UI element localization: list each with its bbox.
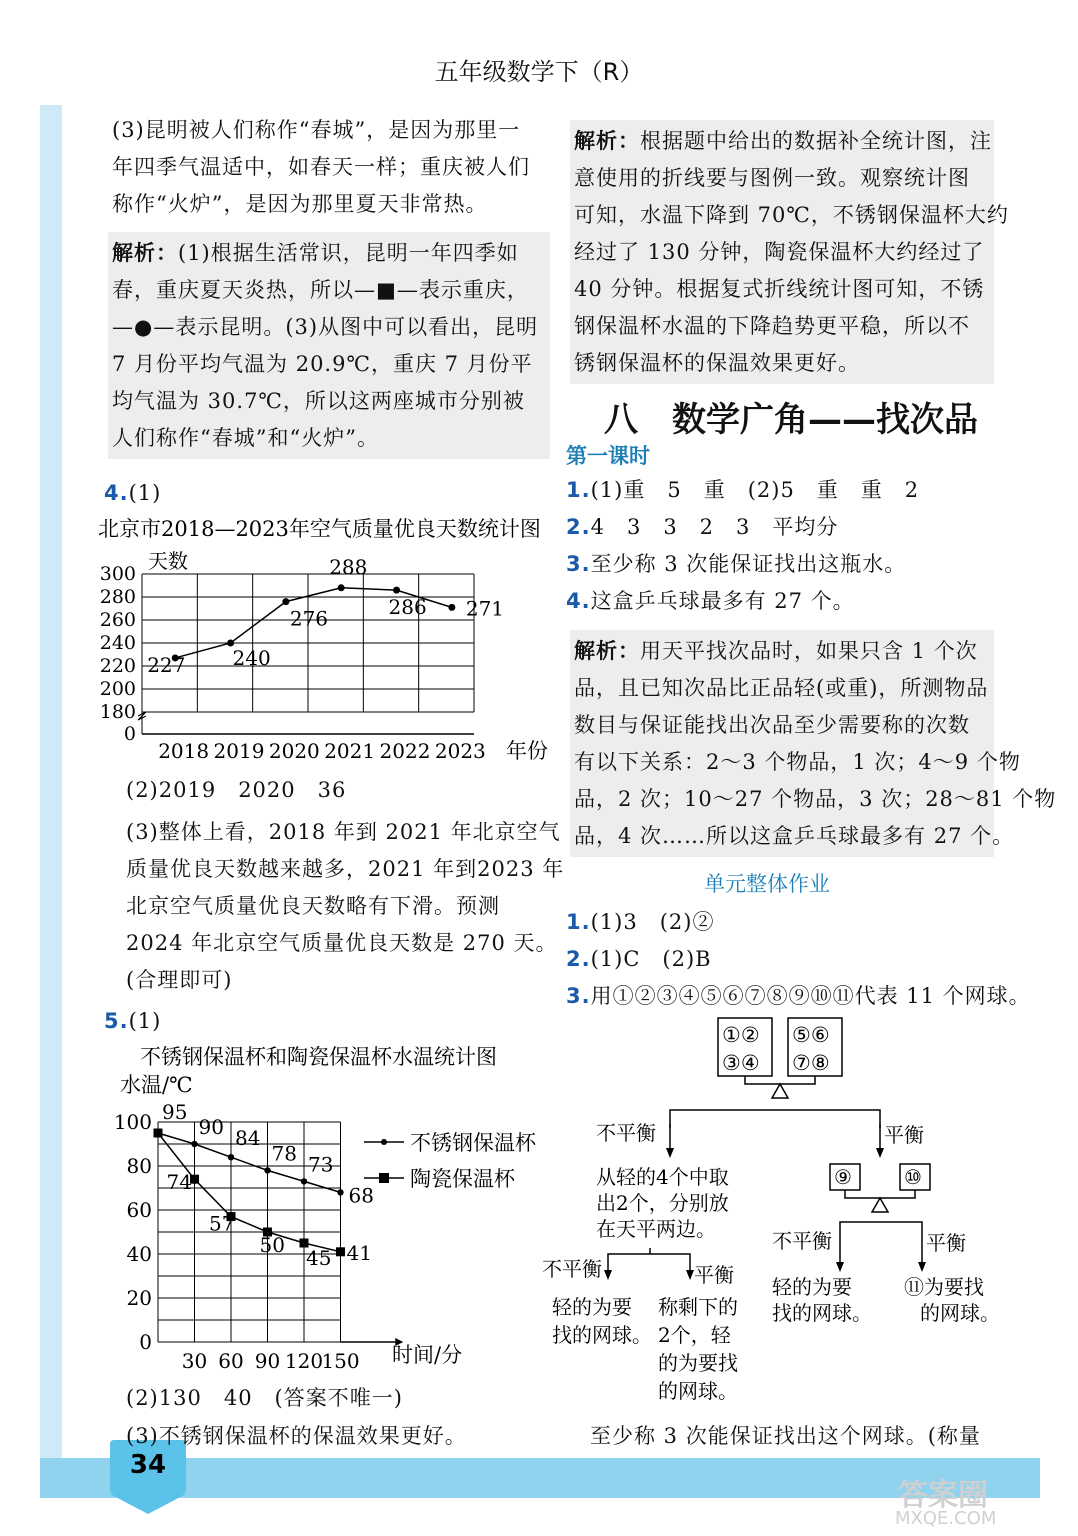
arrow-head-icon bbox=[918, 1262, 926, 1272]
answer-text: 用①②③④⑤⑥⑦⑧⑨⑩⑪代表 11 个网球。 bbox=[590, 984, 1031, 1008]
analysis-box-1 bbox=[108, 232, 550, 459]
text-line: 品，且已知次品比正品轻(或重)，所测物品 bbox=[574, 676, 989, 700]
balanced-label: 平衡 bbox=[884, 1123, 924, 1147]
flow-text: ⑪为要找 bbox=[904, 1275, 984, 1299]
y-tick-label: 80 bbox=[126, 1154, 152, 1178]
data-label: 286 bbox=[388, 595, 427, 620]
answer-row bbox=[566, 583, 986, 620]
answer-text: (1)C (2)B bbox=[590, 947, 712, 971]
answer-row bbox=[566, 904, 986, 941]
text-line: 7 月份平均气温为 20.9℃，重庆 7 月份平 bbox=[112, 352, 533, 376]
flow-text: 的为要找 bbox=[658, 1351, 738, 1375]
data-label: 73 bbox=[308, 1152, 334, 1177]
lesson-title: 第一课时 bbox=[566, 444, 650, 468]
answer-number: 3. bbox=[566, 552, 591, 576]
text-line: 品，2 次；10～27 个物品，3 次；28～81 个物 bbox=[574, 787, 1057, 811]
text-line: 均气温为 30.7℃，所以这两座城市分别被 bbox=[112, 389, 525, 413]
answer-text: 这盒乒乓球最多有 27 个。 bbox=[590, 589, 855, 613]
q5-answer-3: (3)不锈钢保温杯的保温效果更好。 bbox=[126, 1424, 467, 1448]
text-line: 经过了 130 分钟，陶瓷保温杯大约经过了 bbox=[574, 240, 985, 264]
text-line: 40 分钟。根据复式折线统计图可知，不锈 bbox=[574, 277, 985, 301]
section-title: 八 数学广角——找次品 bbox=[604, 400, 978, 440]
data-point bbox=[282, 598, 289, 605]
branch-line bbox=[608, 1254, 690, 1274]
data-point bbox=[191, 1141, 197, 1147]
sub-label: (1) bbox=[128, 1009, 162, 1033]
y-tick-label: 0 bbox=[123, 723, 136, 745]
data-label: 78 bbox=[271, 1141, 297, 1166]
data-label: 271 bbox=[465, 596, 505, 621]
text-line: 质量优良天数越来越多，2021 年到2023 年 bbox=[126, 857, 565, 881]
data-label: 57 bbox=[209, 1211, 235, 1236]
y-tick-label: 180 bbox=[99, 701, 136, 723]
data-point bbox=[338, 584, 345, 591]
flow-text: 的网球。 bbox=[920, 1301, 1000, 1325]
flow-text: 找的网球。 bbox=[772, 1301, 872, 1325]
last-line: 至少称 3 次能保证找出这个网球。(称量 bbox=[590, 1424, 981, 1448]
y-tick-label: 0 bbox=[139, 1330, 152, 1354]
answer-text: (1)3 (2)② bbox=[590, 910, 715, 934]
arrow-head-icon bbox=[604, 1270, 612, 1280]
y-tick-label: 40 bbox=[126, 1242, 152, 1266]
arrow-head-icon bbox=[666, 1148, 674, 1158]
data-label: 95 bbox=[162, 1100, 188, 1124]
sub-label: (1) bbox=[128, 481, 162, 505]
arrow-head-icon bbox=[876, 1148, 884, 1158]
flow-text: 找的网球。 bbox=[552, 1323, 652, 1347]
y-axis-label: 天数 bbox=[148, 549, 188, 573]
y-tick-label: 300 bbox=[99, 563, 136, 585]
analysis-label: 解析： bbox=[574, 638, 640, 663]
answer-number: 1. bbox=[566, 478, 591, 502]
answer-number: 2. bbox=[566, 947, 591, 971]
answer-number: 3. bbox=[566, 984, 591, 1008]
data-point bbox=[337, 1189, 343, 1195]
y-tick-label: 280 bbox=[99, 586, 136, 608]
text-line: 2024 年北京空气质量优良天数是 270 天。 bbox=[126, 931, 558, 955]
y-tick-label: 20 bbox=[126, 1286, 152, 1310]
lesson-answers bbox=[566, 472, 986, 620]
chart-title: 不锈钢保温杯和陶瓷保温杯水温统计图 bbox=[140, 1045, 497, 1069]
unit-answers bbox=[566, 904, 1031, 1015]
legend-ceramic: 陶瓷保温杯 bbox=[410, 1167, 515, 1191]
pan-label: ⑩ bbox=[904, 1165, 922, 1189]
x-axis-label: 时间/分 bbox=[392, 1343, 463, 1367]
flow-text: 轻的为要 bbox=[552, 1295, 632, 1319]
arrow-head-icon bbox=[686, 1270, 694, 1280]
answer-row bbox=[566, 509, 986, 546]
pan-label: ⑦⑧ bbox=[792, 1051, 830, 1075]
balance-flow-diagram bbox=[540, 1012, 1010, 1412]
answer-number: 1. bbox=[566, 910, 591, 934]
analysis-box-3 bbox=[570, 630, 1057, 857]
y-tick-label: 240 bbox=[99, 632, 136, 654]
analysis-label: 解析： bbox=[112, 240, 178, 265]
text-line: (3)整体上看，2018 年到 2021 年北京空气 bbox=[126, 820, 561, 844]
text-line: 品，4 次……所以这盒乒乓球最多有 27 个。 bbox=[574, 824, 1015, 848]
data-point bbox=[336, 1247, 345, 1256]
x-axis-label: 年份 bbox=[506, 739, 548, 763]
data-label: 276 bbox=[289, 606, 329, 631]
page-header: 五年级数学下（R） bbox=[434, 58, 644, 86]
page-number: 34 bbox=[110, 1440, 186, 1494]
watermark: 答案圈 bbox=[898, 1478, 988, 1513]
text-line: 年四季气温适中，如春天一样；重庆被人们 bbox=[112, 155, 530, 179]
y-tick-label: 100 bbox=[113, 1110, 152, 1134]
text-line: 称作“火炉”，是因为那里夏天非常热。 bbox=[112, 192, 488, 216]
data-point bbox=[301, 1178, 307, 1184]
answer-3-kunming bbox=[112, 112, 552, 223]
answer-text: 至少称 3 次能保证找出这瓶水。 bbox=[590, 552, 907, 576]
branch-line bbox=[840, 1222, 922, 1266]
question-4-heading bbox=[104, 475, 161, 512]
text-line: 锈钢保温杯的保温效果更好。 bbox=[574, 351, 860, 375]
bottom-band bbox=[40, 1458, 1040, 1498]
data-label: 41 bbox=[346, 1240, 372, 1265]
flow-text: 从轻的4个中取 bbox=[596, 1165, 729, 1189]
unbalanced-label: 不平衡 bbox=[542, 1257, 602, 1281]
x-tick-label: 2019 bbox=[213, 739, 265, 763]
text-line: —●—表示昆明。(3)从图中可以看出，昆明 bbox=[112, 315, 539, 339]
unit-title: 单元整体作业 bbox=[704, 872, 830, 896]
data-label: 90 bbox=[198, 1115, 224, 1139]
x-tick-label: 120 bbox=[284, 1349, 324, 1373]
balance-fulcrum-icon bbox=[772, 1084, 788, 1098]
y-tick-label: 200 bbox=[99, 678, 136, 700]
legend-marker-steel bbox=[381, 1139, 387, 1145]
text-line: 根据题中给出的数据补全统计图，注 bbox=[640, 129, 992, 153]
text-line: (1)根据生活常识，昆明一年四季如 bbox=[178, 241, 519, 265]
pan-label: ①② bbox=[722, 1023, 760, 1047]
legend-steel: 不锈钢保温杯 bbox=[410, 1131, 536, 1155]
data-label: 240 bbox=[232, 646, 271, 670]
balance-fulcrum-icon bbox=[872, 1198, 888, 1212]
flow-text: 在天平两边。 bbox=[596, 1217, 716, 1241]
beijing-air-quality-chart bbox=[96, 512, 556, 770]
x-tick-label: 30 bbox=[181, 1349, 208, 1373]
text-line: 春，重庆夏天炎热，所以—■—表示重庆， bbox=[112, 278, 529, 302]
arrow-head-icon bbox=[836, 1262, 844, 1272]
pan-label: ⑨ bbox=[834, 1165, 852, 1189]
text-line: 数目与保证能找出次品至少需要称的次数 bbox=[574, 713, 970, 737]
legend-marker-ceramic bbox=[379, 1173, 389, 1183]
text-line: 北京空气质量优良天数略有下滑。预测 bbox=[126, 894, 500, 918]
pan-label: ③④ bbox=[722, 1051, 760, 1075]
text-line: 可知，水温下降到 70℃，不锈钢保温杯大约 bbox=[574, 203, 1009, 227]
q4-answer-2: (2)2019 2020 36 bbox=[126, 778, 347, 802]
analysis-box-2 bbox=[570, 120, 1009, 384]
text-line: 人们称作“春城”和“火炉”。 bbox=[112, 426, 379, 450]
question-number: 4. bbox=[104, 481, 129, 505]
answer-text: (1)重 5 重 (2)5 重 重 2 bbox=[590, 478, 920, 502]
x-tick-label: 2022 bbox=[379, 739, 431, 763]
flow-text: 轻的为要 bbox=[772, 1275, 852, 1299]
unbalanced-label: 不平衡 bbox=[596, 1121, 656, 1145]
flow-text: 出2个，分别放 bbox=[596, 1191, 729, 1215]
answer-row bbox=[566, 941, 986, 978]
x-tick-label: 60 bbox=[218, 1349, 244, 1373]
pan-label: ⑤⑥ bbox=[792, 1023, 830, 1047]
data-point bbox=[228, 1154, 234, 1160]
data-label: 227 bbox=[147, 652, 186, 677]
thermos-temperature-chart bbox=[110, 1040, 550, 1380]
flow-text: 称剩下的 bbox=[658, 1295, 738, 1319]
data-point bbox=[154, 1129, 163, 1138]
text-line: 有以下关系：2～3 个物品，1 次；4～9 个物 bbox=[574, 750, 1021, 774]
y-tick-label: 220 bbox=[99, 655, 136, 677]
data-point bbox=[393, 587, 400, 594]
data-point bbox=[264, 1167, 270, 1173]
balanced-label: 平衡 bbox=[694, 1263, 734, 1287]
answer-row bbox=[566, 546, 986, 583]
page-number-tab bbox=[110, 1494, 186, 1514]
x-tick-label: 150 bbox=[321, 1349, 360, 1373]
unbalanced-label: 不平衡 bbox=[772, 1229, 832, 1253]
branch-line bbox=[670, 1110, 880, 1128]
x-tick-label: 90 bbox=[254, 1349, 281, 1373]
data-label: 288 bbox=[329, 554, 368, 579]
text-line: 钢保温杯水温的下降趋势更平稳，所以不 bbox=[574, 314, 970, 338]
answer-text: 4 3 3 2 3 平均分 bbox=[590, 515, 839, 539]
text-line: (3)昆明被人们称作“春城”，是因为那里一 bbox=[112, 118, 521, 142]
flow-text: 2个，轻 bbox=[658, 1323, 731, 1347]
text-line: 意使用的折线要与图例一致。观察统计图 bbox=[574, 166, 970, 190]
x-tick-label: 2021 bbox=[324, 739, 376, 763]
balanced-label: 平衡 bbox=[926, 1231, 966, 1255]
x-tick-label: 2018 bbox=[158, 739, 210, 763]
chart-title: 北京市2018—2023年空气质量优良天数统计图 bbox=[98, 517, 541, 541]
left-margin-band bbox=[40, 105, 62, 1465]
question-number: 5. bbox=[104, 1009, 129, 1033]
answer-number: 2. bbox=[566, 515, 591, 539]
q5-answer-2: (2)130 40 (答案不唯一) bbox=[126, 1386, 403, 1410]
data-label: 84 bbox=[235, 1126, 261, 1151]
text-line: 用天平找次品时，如果只含 1 个次 bbox=[640, 639, 978, 663]
data-label: 74 bbox=[166, 1170, 192, 1195]
data-point bbox=[448, 604, 455, 611]
y-tick-label: 260 bbox=[99, 609, 136, 631]
analysis-label: 解析： bbox=[574, 128, 640, 153]
q4-answer-3 bbox=[126, 814, 565, 999]
data-label: 68 bbox=[348, 1183, 374, 1208]
flow-text: 的网球。 bbox=[658, 1379, 738, 1403]
question-5-heading bbox=[104, 1003, 161, 1040]
watermark-url: MXQE.COM bbox=[895, 1508, 997, 1529]
x-tick-label: 2023 bbox=[434, 739, 486, 763]
y-axis-label: 水温/℃ bbox=[120, 1073, 193, 1097]
x-tick-label: 2020 bbox=[268, 739, 320, 763]
answer-number: 4. bbox=[566, 589, 591, 613]
data-label: 50 bbox=[259, 1233, 285, 1257]
data-label: 45 bbox=[306, 1246, 332, 1270]
text-line: (合理即可) bbox=[126, 968, 233, 992]
y-tick-label: 60 bbox=[126, 1198, 152, 1222]
answer-row bbox=[566, 978, 1031, 1015]
answer-row bbox=[566, 472, 986, 509]
